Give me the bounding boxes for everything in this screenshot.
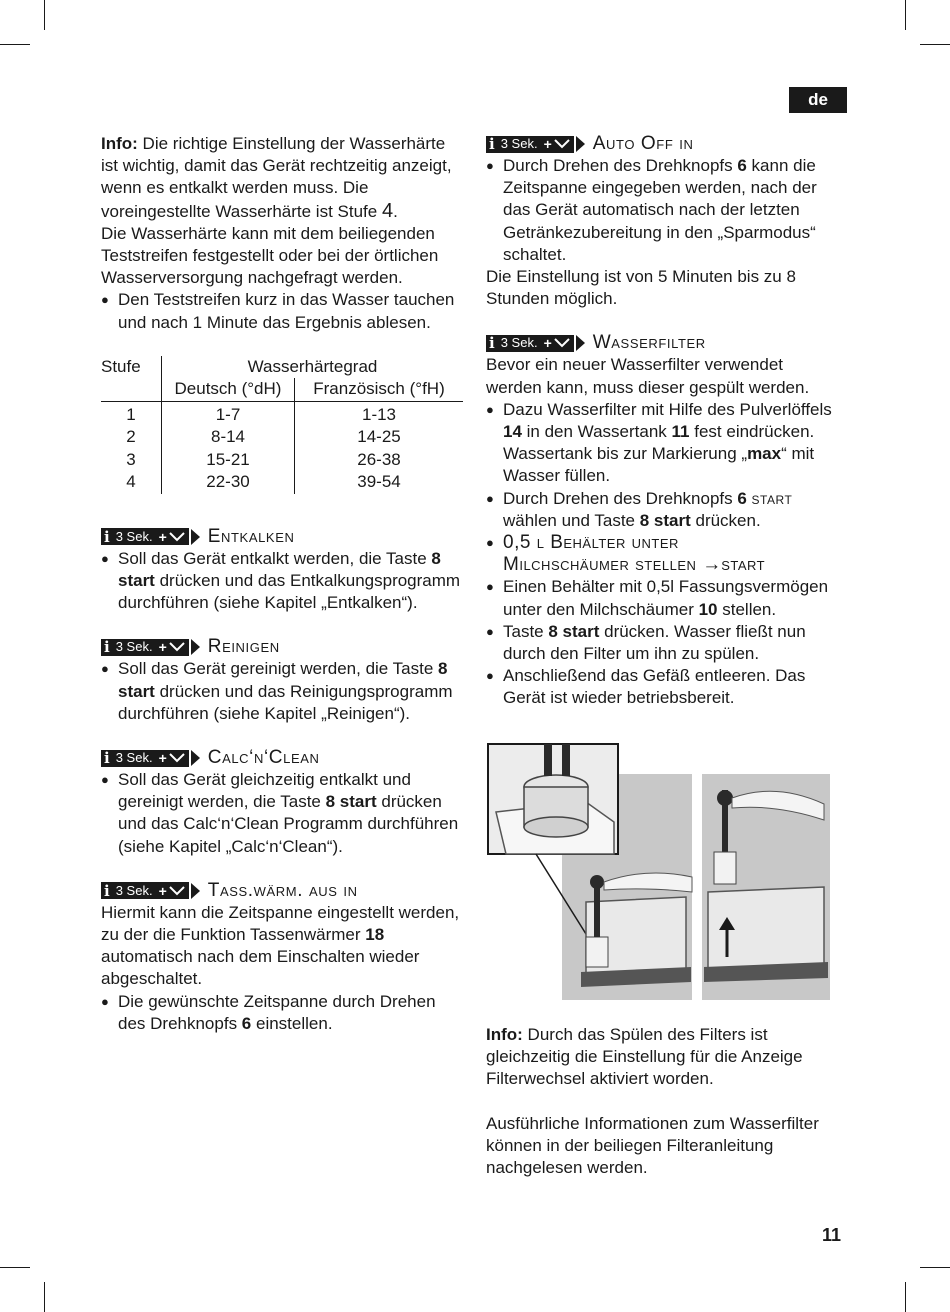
text: Dazu Wasserfilter mit Hilfe des Pulverlöffels: [503, 399, 832, 419]
info-i-icon: i: [104, 527, 110, 546]
text: Durch Drehen des Drehknopfs: [503, 488, 738, 508]
reinigen-title: Reinigen: [207, 636, 280, 658]
text: drücken und das Calc‘n‘Clean Programm durchführen (siehe Kapitel „Calc‘n‘Clean“).: [118, 792, 459, 856]
list-item: [101, 991, 464, 1035]
info-flush-paragraph: [486, 1024, 842, 1091]
part-number: 11: [671, 422, 690, 442]
table-cell: 2: [101, 426, 162, 449]
menu-badge: [486, 335, 574, 352]
list-item: [486, 621, 842, 665]
entkalken-title: Entkalken: [207, 525, 295, 547]
crop-mark: [920, 1267, 950, 1268]
menu-heading-wasserfilter: [486, 332, 842, 354]
display-start: start: [721, 554, 766, 576]
badge-seconds: 3 Sek.: [115, 882, 153, 898]
table-cell: 4: [101, 471, 162, 494]
arrow-right-icon: [191, 529, 200, 545]
crop-mark: [905, 1282, 906, 1312]
language-tag: de: [789, 87, 847, 113]
chevron-down-icon: [169, 642, 185, 652]
chevron-down-icon: [169, 753, 185, 763]
text: Durch das Spülen des Filters ist gleichzeitig die Einstellung für die Anzeige Filterwechsel aktiviert worden.: [486, 1025, 803, 1089]
right-column: [486, 133, 842, 710]
key-label: 8 start: [118, 659, 448, 701]
list-item: [101, 548, 464, 615]
text: stellen.: [717, 599, 777, 619]
arrow-right-icon: [191, 883, 200, 899]
chevron-down-icon: [169, 886, 185, 896]
plus-icon: +: [158, 639, 167, 656]
part-number: 14: [503, 422, 522, 442]
list-item: [486, 576, 842, 620]
info-label: Info:: [486, 1025, 523, 1044]
tassenwaermer-paragraph: [101, 902, 464, 991]
badge-seconds: 3 Sek.: [115, 528, 153, 544]
water-hardness-paragraph: Die Wasserhärte kann mit dem beiliegenden Teststreifen festgestellt oder bei der örtlichen Wasserversorgung nachgefragt werden.: [101, 223, 439, 288]
table-cell: 15-21: [162, 449, 295, 472]
menu-heading-tassenwaermer: [101, 880, 464, 902]
text: drücken.: [690, 510, 761, 530]
arrow-right-icon: [576, 335, 585, 351]
table-header-de: Deutsch (°dH): [162, 378, 295, 401]
calc-n-clean-title: Calc‘n‘Clean: [207, 746, 320, 768]
badge-seconds: 3 Sek.: [115, 749, 153, 765]
menu-badge: [101, 639, 189, 656]
text: Soll das Gerät gleichzeitig entkalkt und gereinigt werden, die Taste: [118, 770, 411, 812]
text: Durch Drehen des Drehknopfs: [503, 156, 738, 175]
key-label: 8 start: [118, 548, 441, 591]
text: drücken und das Reinigungsprogramm durchführen (siehe Kapitel „Reinigen“).: [118, 681, 453, 723]
water-hardness-table: [101, 356, 463, 494]
auto-off-range: Die Einstellung ist von 5 Minuten bis zu 8 Stunden möglich.: [486, 267, 796, 309]
list-item: [486, 399, 842, 488]
display-text: Milchschäumer stellen: [503, 554, 703, 576]
info-filter-manual-paragraph: Ausführliche Informationen zum Wasserfilter können in der beiliegen Filteranleitung nachgelesen werden.: [486, 1113, 819, 1178]
auto-off-title: Auto Off in: [592, 132, 694, 154]
page-number: 11: [822, 1225, 842, 1245]
badge-seconds: 3 Sek.: [115, 639, 153, 655]
part-number: 6: [737, 156, 747, 175]
wasserfilter-list: [486, 399, 842, 710]
reinigen-list: [101, 658, 464, 725]
table-cell: 22-30: [162, 471, 295, 494]
crop-mark: [0, 44, 30, 45]
info-paragraph: [101, 133, 464, 223]
key-label: 8 start: [548, 621, 600, 641]
list-item: [486, 155, 842, 266]
text: Einen Behälter mit 0,5l Fassungsvermögen unter den Milchschäumer: [503, 577, 829, 619]
table-header-fr: Französisch (°fH): [313, 379, 445, 399]
crop-mark: [44, 1282, 45, 1312]
left-column: [101, 133, 464, 1035]
info-i-icon: i: [104, 638, 110, 657]
info-text: Die richtige Einstellung der Wasserhärte ist wichtig, damit das Gerät rechtzeitig anzeigt, wenn es entkalkt werden muss. Die voreingestellte Wasserhärte ist Stufe: [101, 134, 452, 221]
info-i-icon: i: [104, 881, 110, 900]
max-marking: max: [747, 444, 782, 464]
info-text-end: .: [393, 201, 398, 221]
crop-mark: [905, 0, 906, 30]
info-i-icon: i: [104, 748, 110, 767]
text: Hiermit kann die Zeitspanne eingestellt werden, zu der die Funktion Tassenwärmer: [101, 902, 460, 945]
crop-mark: [44, 0, 45, 30]
text: kann die Zeitspanne eingegeben werden, nach der das Gerät automatisch nach der letzten Getränkezubereitung in den „Sparmodus“ schaltet.: [503, 156, 817, 264]
text: Soll das Gerät gereinigt werden, die Taste: [118, 659, 439, 679]
plus-icon: +: [158, 749, 167, 766]
arrow-right-icon: →: [702, 554, 722, 576]
text: Soll das Gerät entkalkt werden, die Taste: [118, 548, 432, 568]
bottom-notes: [486, 1024, 842, 1179]
text: Taste: [503, 621, 549, 641]
list-item: [486, 488, 842, 532]
table-header-stufe: Stufe: [101, 356, 162, 402]
calc-n-clean-list: [101, 769, 464, 858]
menu-heading-calc-n-clean: [101, 747, 464, 769]
text: Die gewünschte Zeitspanne durch Drehen des Drehknopfs: [118, 991, 436, 1033]
text: drücken. Wasser fließt nun durch den Filter um ihn zu spülen.: [503, 621, 806, 664]
table-cell: 26-38: [357, 449, 401, 469]
text: drücken und das Entkalkungsprogramm durchführen (siehe Kapitel „Entkalken“).: [118, 571, 461, 613]
menu-badge: [101, 882, 189, 899]
badge-seconds: 3 Sek.: [500, 135, 538, 151]
table-cell: 8-14: [162, 426, 295, 449]
table-cell: 1-7: [162, 401, 295, 426]
crop-mark: [0, 1267, 30, 1268]
part-number: 10: [698, 599, 718, 619]
menu-heading-reinigen: [101, 636, 464, 658]
info-label: Info:: [101, 134, 138, 153]
text: automatisch nach dem Einschalten wieder abgeschaltet.: [101, 947, 420, 989]
table-row: [101, 401, 463, 426]
table-row: [101, 426, 463, 449]
list-item: [486, 532, 842, 576]
badge-seconds: 3 Sek.: [500, 335, 538, 351]
display-start: start: [751, 488, 793, 508]
text: einstellen.: [251, 1013, 333, 1033]
info-i-icon: i: [489, 334, 495, 353]
plus-icon: +: [158, 528, 167, 545]
menu-badge: [486, 136, 574, 153]
arrow-right-icon: [576, 136, 585, 152]
chevron-down-icon: [554, 338, 570, 348]
list-item: [101, 769, 464, 858]
chevron-down-icon: [554, 139, 570, 149]
key-label: 8 start: [325, 792, 377, 812]
plus-icon: +: [543, 135, 552, 152]
table-cell: 14-25: [357, 427, 401, 447]
table-cell: 1: [101, 401, 162, 426]
plus-icon: +: [158, 882, 167, 899]
table-cell: 39-54: [357, 472, 401, 492]
menu-badge: [101, 528, 189, 545]
display-text: 0,5 l Behälter unter: [503, 532, 679, 554]
key-label: 8 start: [639, 510, 691, 530]
info-i-icon: i: [489, 134, 495, 153]
list-item: ● Anschließend das Gefäß entleeren. Das Gerät ist wieder betriebsbereit.: [486, 665, 842, 709]
info-stufe: 4: [381, 199, 394, 222]
auto-off-list: [486, 155, 842, 266]
part-number: 18: [365, 925, 385, 945]
wasserfilter-title: Wasserfilter: [592, 332, 706, 354]
table-cell: 1-13: [361, 404, 397, 424]
arrow-right-icon: [191, 639, 200, 655]
tassenwaermer-list: [101, 991, 464, 1035]
water-filter-illustration: [486, 742, 830, 1000]
part-number: 6: [737, 488, 747, 508]
wasserfilter-intro: Bevor ein neuer Wasserfilter verwendet werden kann, muss dieser gespült werden.: [486, 355, 810, 397]
list-item: ● Den Teststreifen kurz in das Wasser tauchen und nach 1 Minute das Ergebnis ablesen.: [101, 289, 464, 333]
table-cell: 3: [101, 449, 162, 472]
tassenwaermer-title: Tass.wärm. aus in: [207, 879, 358, 901]
text: fest eindrücken. Wassertank bis zur Markierung „: [503, 422, 815, 464]
table-row: [101, 471, 463, 494]
menu-heading-auto-off: [486, 133, 842, 155]
crop-mark: [920, 44, 950, 45]
text: in den Wassertank: [521, 422, 672, 442]
teststreifen-list: [101, 289, 464, 333]
table-row: [101, 449, 463, 472]
part-number: 6: [241, 1013, 252, 1033]
menu-badge: [101, 750, 189, 767]
table-header-group: Wasserhärtegrad: [247, 356, 378, 376]
text: “ mit Wasser füllen.: [503, 444, 815, 486]
entkalken-list: [101, 548, 464, 615]
chevron-down-icon: [169, 532, 185, 542]
text: wählen und Taste: [503, 510, 640, 530]
list-item: [101, 658, 464, 725]
plus-icon: +: [543, 335, 552, 352]
arrow-right-icon: [191, 750, 200, 766]
menu-heading-entkalken: [101, 526, 464, 548]
